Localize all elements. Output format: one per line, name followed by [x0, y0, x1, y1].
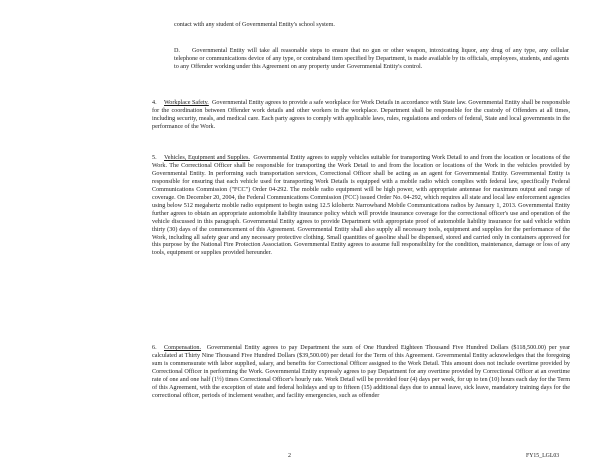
item-d: [174, 48, 569, 72]
section-5-text: Governmental Entity agrees to supply vehicles suitable for transporting Work Detail to and from the location or locations of the Work. The Correctional Officer shall be responsible for transporting the Work Detail to and from the location or locations of the Work in the vehicles provided by Governmental Entity. In performing such transportation services, Correctional Officer shall be acting as an agent for Governmental Entity. Governmental Entity is responsible for ensuring that each vehicle used for transporting Work Details is equipped with a mobile radio which complies with federal law, specifically Federal Communications Commission ("FCC") Order 04-292. The mobile radio equipment will be high power, with appropriate antennae for maximum output and range of coverage. On December 20, 2004, the Federal Communications Commission (FCC) issued Order No. 04-292, which requires all state and local law enforcement agencies using below 512 megahertz mobile radio equipment to begin using 12.5 kilohertz Narrowband Mobile Communications radios by January 1, 2013. Governmental Entity further agrees to obtain an appropriate automobile liability insurance policy which will provide insurance coverage for the correctional officer's use and operation of the vehicle discussed in this paragraph. Governmental Entity agrees to provide Department with appropriate proof of automobile liability insurance for said vehicle within thirty (30) days of the commencement of this Agreement. Governmental Entity shall also supply all necessary tools, equipment and supplies for the performance of the Work, including all safety gear and any necessary protective clothing. Small quantities of gasoline shall be dispensed, stored and carried only in containers approved for this purpose by the National Fire Protection Association. Governmental Entity agrees to assume full responsibility for the condition, maintenance, damage or loss of any tools, equipment or supplies provided hereunder.: [152, 155, 570, 257]
section-6-body: [152, 345, 570, 401]
section-4-text: Governmental Entity agrees to provide a safe workplace for Work Details in accordance with State law. Governmental Entity shall be responsible for the coordination between Offender work details and other workers in the workplace. Department shall be responsible for the custody of Offenders at all times, including security, meals, and medical care. Each party agrees to comply with applicable laws, rules, regulations and orders of federal, State and local governments in the performance of the Work.: [152, 100, 570, 130]
section-5-number: 5.: [152, 155, 157, 161]
section-4-body: [152, 100, 570, 132]
section-6-text: Governmental Entity agrees to pay Department the sum of One Hundred Eighteen Thousand Five Hundred Dollars ($118,500.00) per year calculated at Thirty Nine Thousand Five Hundred Dollars ($39,500.00) per detail for the Term of this Agreement. Governmental Entity acknowledges that the foregoing sum is commensurate with labor supplied, salary, and benefits for Correctional Officer assigned to the Work Detail. This amount does not include overtime provided by Correctional Officer in performing the Work. Governmental Entity expressly agrees to pay Department for any overtime provided by Correctional Officer at an overtime rate of one and one half (1½) times Correctional Officer's hourly rate. Work Detail will be provided four (4) days per week, for up to ten (10) hours each day for the Term of this Agreement, with the exception of state and federal holidays and up to fifteen (15) additional days due to annual leave, sick leave, mandatory training days for the correctional officer, periods of inclement weather, and facility emergencies, such as offender: [152, 345, 571, 399]
section-6-number: 6.: [152, 345, 157, 351]
section-workplace-safety: [152, 100, 570, 132]
item-d-text: Governmental Entity will take all reasonable steps to ensure that no gun or other weapon, intoxicating liquor, any drug of any type, any cellular telephone or communications device of any type, or contraband item specified by Department, is made available by its officials, employees, students, and agents to any Offender working under this Agreement on any property under Governmental Entity's control.: [174, 48, 569, 70]
section-compensation: [152, 345, 570, 401]
section-6-heading: Compensation.: [164, 345, 202, 351]
section-5-heading: Vehicles, Equipment and Supplies.: [164, 155, 250, 161]
section-vehicles-equipment: [152, 155, 570, 258]
document-code: FY15_LGL03: [526, 453, 560, 459]
section-4-number: 4.: [152, 100, 157, 106]
section-4-heading: Workplace Safety.: [164, 100, 209, 106]
page-number: 2: [288, 453, 291, 459]
section-5-body: [152, 155, 570, 258]
intro-text: contact with any student of Governmental Entity's school system.: [174, 22, 335, 28]
item-d-letter: D.: [174, 48, 180, 54]
